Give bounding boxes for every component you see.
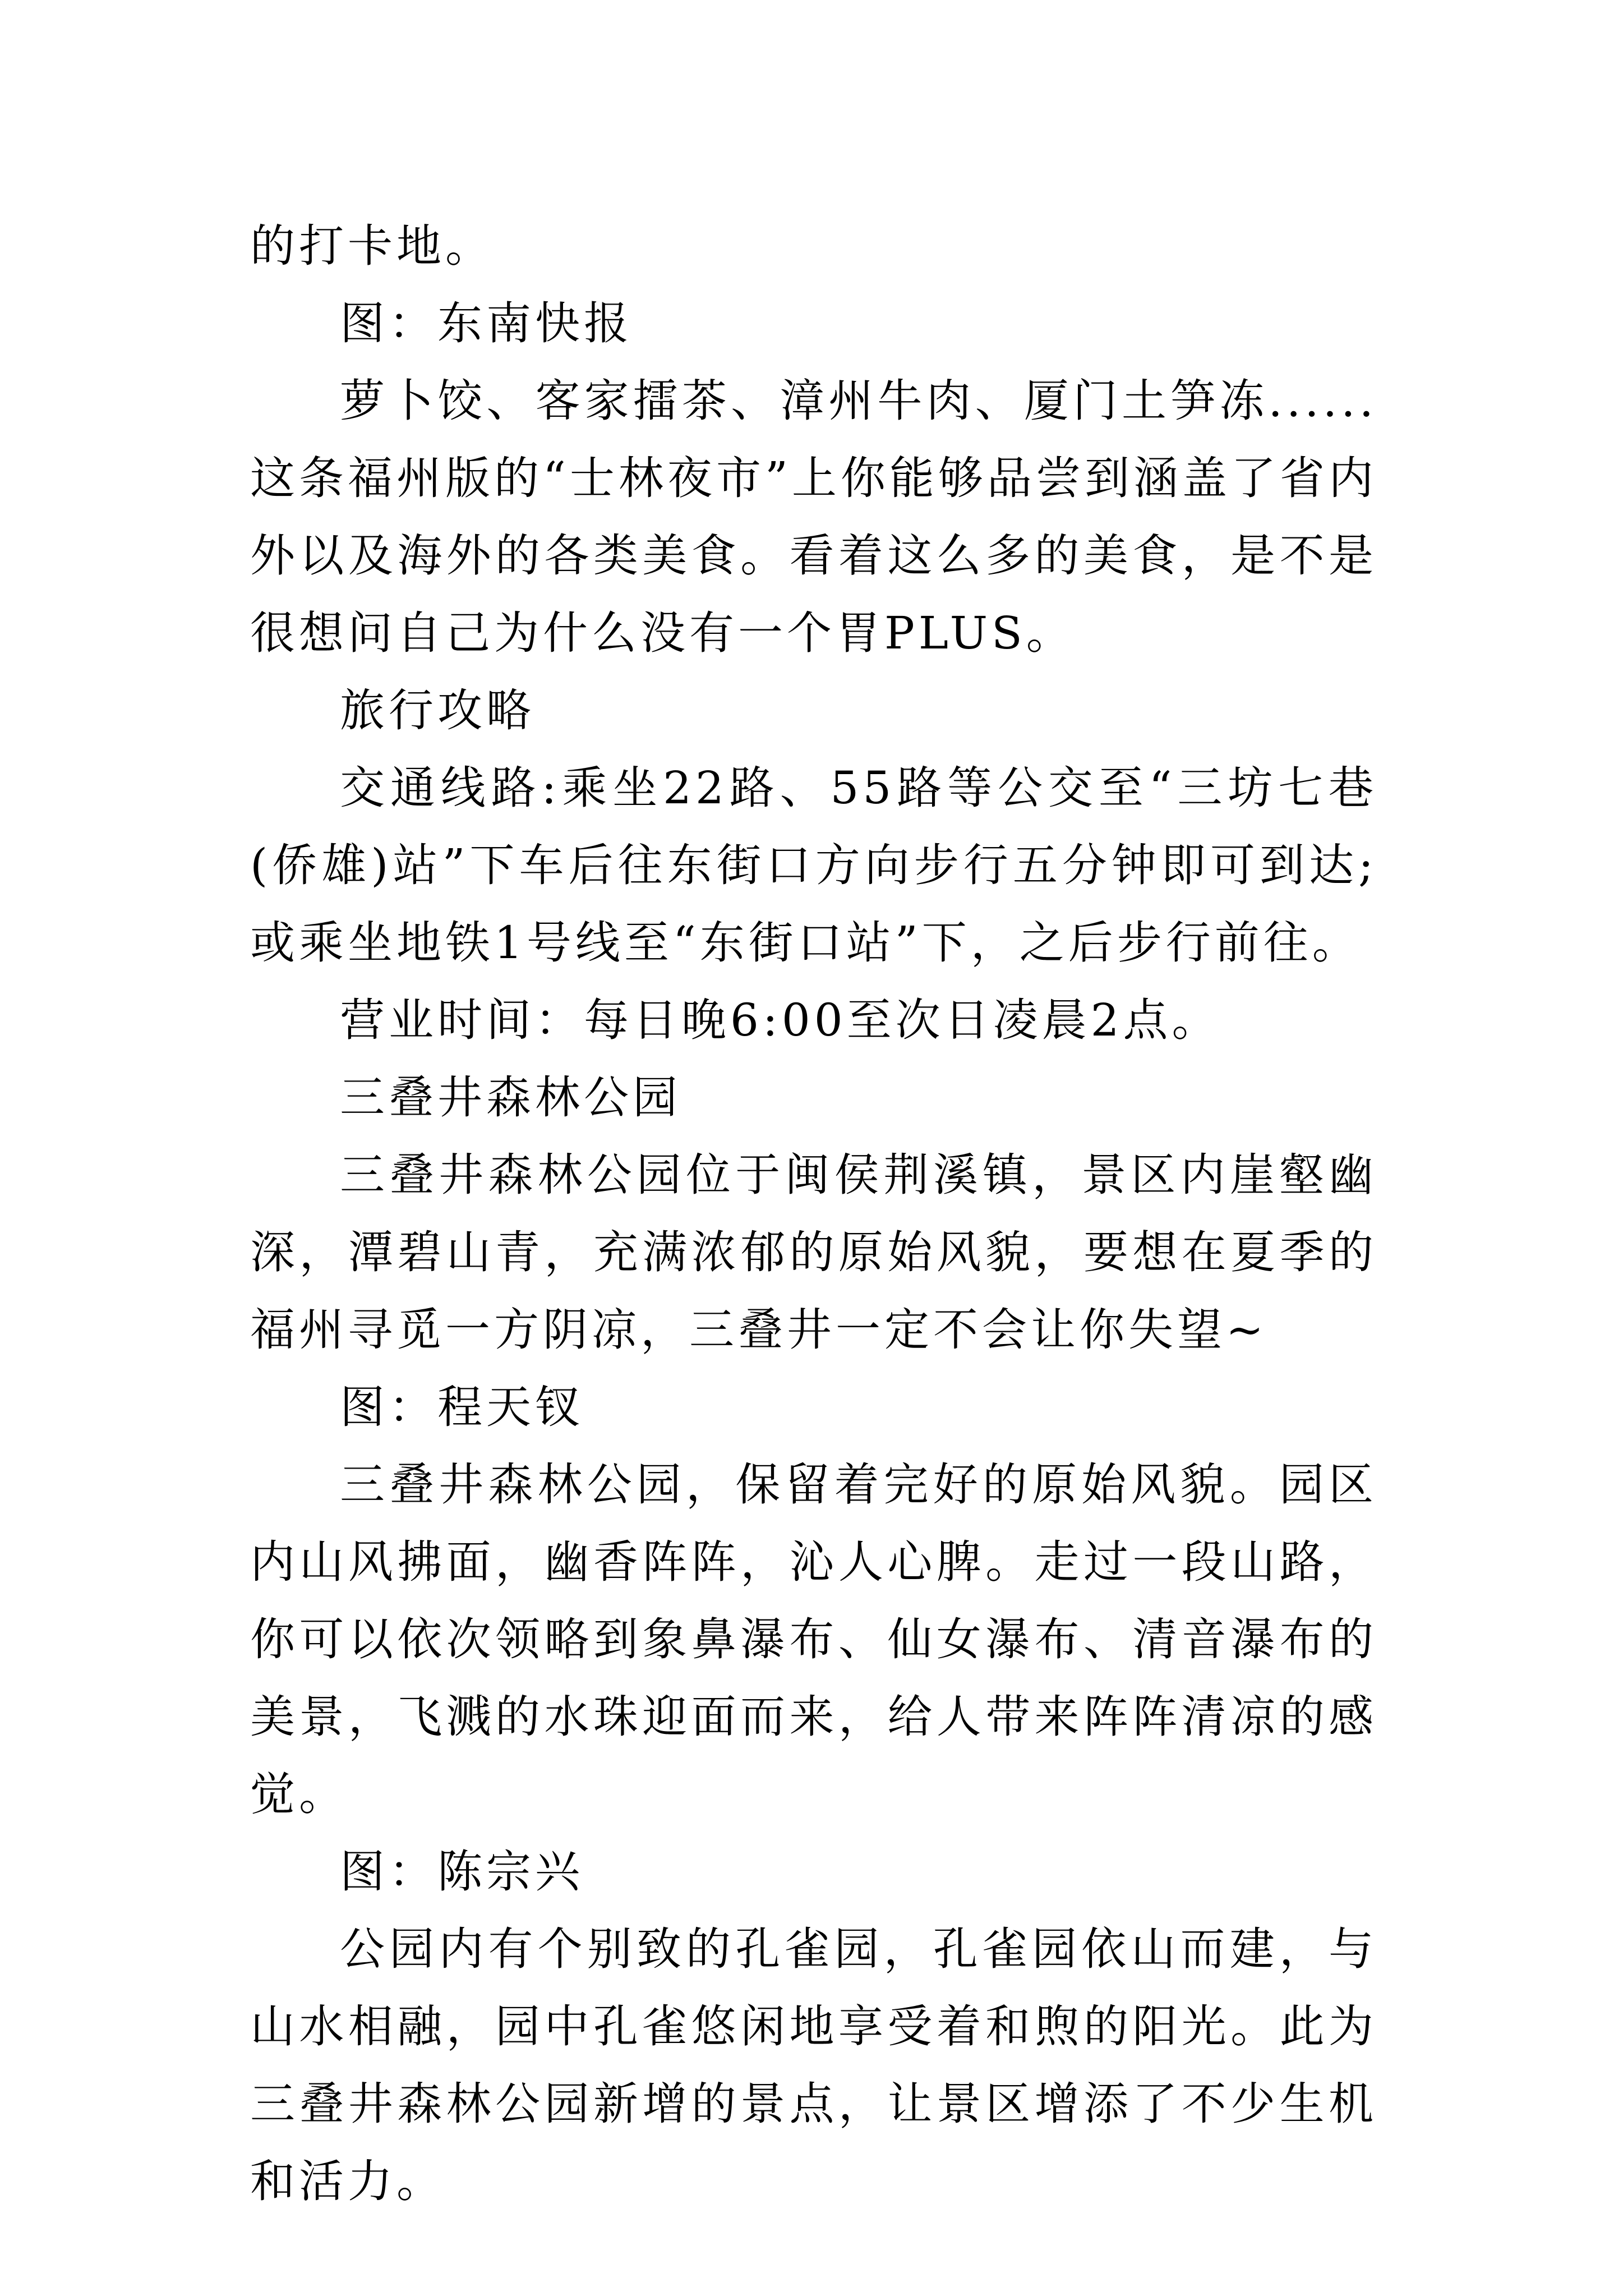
paragraph-opening-hours: 营业时间：每日晚6:00至次日凌晨2点。 xyxy=(340,994,1221,1046)
section-heading-travel-guide: 旅行攻略 xyxy=(340,684,535,737)
paragraph-peacock-garden: 公园内有个别致的孔雀园，孔雀园依山而建，与山水相融，园中孔雀悠闲地享受着和煦的阳光。此为三叠井森林公园新增的景点，让景区增添了不少生机和活力。 xyxy=(250,1923,1377,2207)
photo-credit: 图：东南快报 xyxy=(340,297,633,349)
photo-credit: 图：陈宗兴 xyxy=(340,1846,584,1898)
paragraph-transport: 交通线路:乘坐22路、55路等公交至“三坊七巷(侨雄)站”下车后往东街口方向步行五分钟即可到达;或乘坐地铁1号线至“东街口站”下，之后步行前往。 xyxy=(250,762,1377,969)
paragraph-continuation: 的打卡地。 xyxy=(250,220,494,272)
section-heading-sandiejing: 三叠井森林公园 xyxy=(340,1071,681,1124)
paragraph-park-intro: 三叠井森林公园位于闽侯荆溪镇，景区内崖壑幽深，潭碧山青，充满浓郁的原始风貌，要想在夏季的福州寻觅一方阴凉，三叠井一定不会让你失望~ xyxy=(250,1149,1377,1356)
photo-credit: 图：程天钗 xyxy=(340,1381,584,1433)
document-body xyxy=(250,208,1377,2220)
paragraph-waterfalls: 三叠井森林公园，保留着完好的原始风貌。园区内山风拂面，幽香阵阵，沁人心脾。走过一段山路，你可以依次领略到象鼻瀑布、仙女瀑布、清音瀑布的美景，飞溅的水珠迎面而来，给人带来阵阵清凉的感觉。 xyxy=(250,1458,1377,1820)
paragraph-food: 萝卜饺、客家擂茶、漳州牛肉、厦门土笋冻......这条福州版的“士林夜市”上你能够品尝到涵盖了省内外以及海外的各类美食。看着这么多的美食，是不是很想问自己为什么没有一个胃PLUS。 xyxy=(250,375,1377,659)
